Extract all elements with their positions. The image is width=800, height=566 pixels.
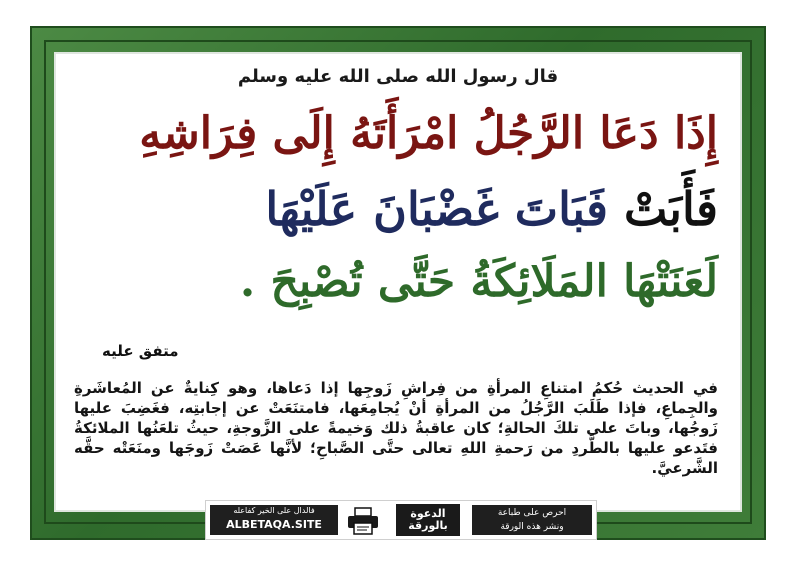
dawa-logo: الدعوة بالورقة [396,504,460,536]
site-box [210,505,338,535]
print-note-line-2: ونشر هذه الورقة [500,522,564,532]
print-note [472,505,592,535]
printer-icon [346,507,380,535]
hadith-line-2-rest: فَبَاتَ غَضْبَانَ عَلَيْهَا [265,182,608,236]
print-note-line-1: احرص على طباعة [497,508,567,518]
hadith-intro: قال رسول الله صلى الله عليه وسلم [237,66,559,87]
hadith-source: متفق عليه [102,342,179,360]
hadith-line-2 [78,182,718,236]
hadith-line-2-first-word: فَأَبَتْ [624,182,718,236]
site-url[interactable]: ALBETAQA.SITE [226,518,322,531]
hadith-explanation: في الحديث حُكمُ امتناعِ المرأةِ من فِراشِ زَوجِها إذا دَعاها، وهو كِنايةٌ عن المُعاشَرةِ والجِماعِ، فإذا طَلَبَ الرَّجُلُ من المرأةِ أنْ يُجامِعَها، فامتنَعَتْ عن إجابتِه، فغَضِبَ عليها زَوجُها، وباتَ على تلكَ الحالةِ؛ كان عاقبةُ ذلك وَخيمةً على الزَّوجةِ، حيثُ تلعَنُها الملائكةُ فتَدعو عليها بالطَّردِ من رَحمةِ اللهِ تعالى حتَّى الصَّباحِ؛ لأنَّها عَصَتْ زَوجَها ومنَعَتْه حقَّه الشَّرعيَّ. [74,379,718,477]
card-panel [54,52,742,512]
site-cta: فالدال على الخير كفاعله [233,506,315,515]
hadith-line-1: إِذَا دَعَا الرَّجُلُ امْرَأَتَهُ إِلَى فِرَاشِهِ [139,108,718,159]
footer-bar [205,500,597,540]
hadith-line-3: لَعَنَتْهَا المَلَائِكَةُ حَتَّى تُصْبِحَ . [239,256,718,307]
